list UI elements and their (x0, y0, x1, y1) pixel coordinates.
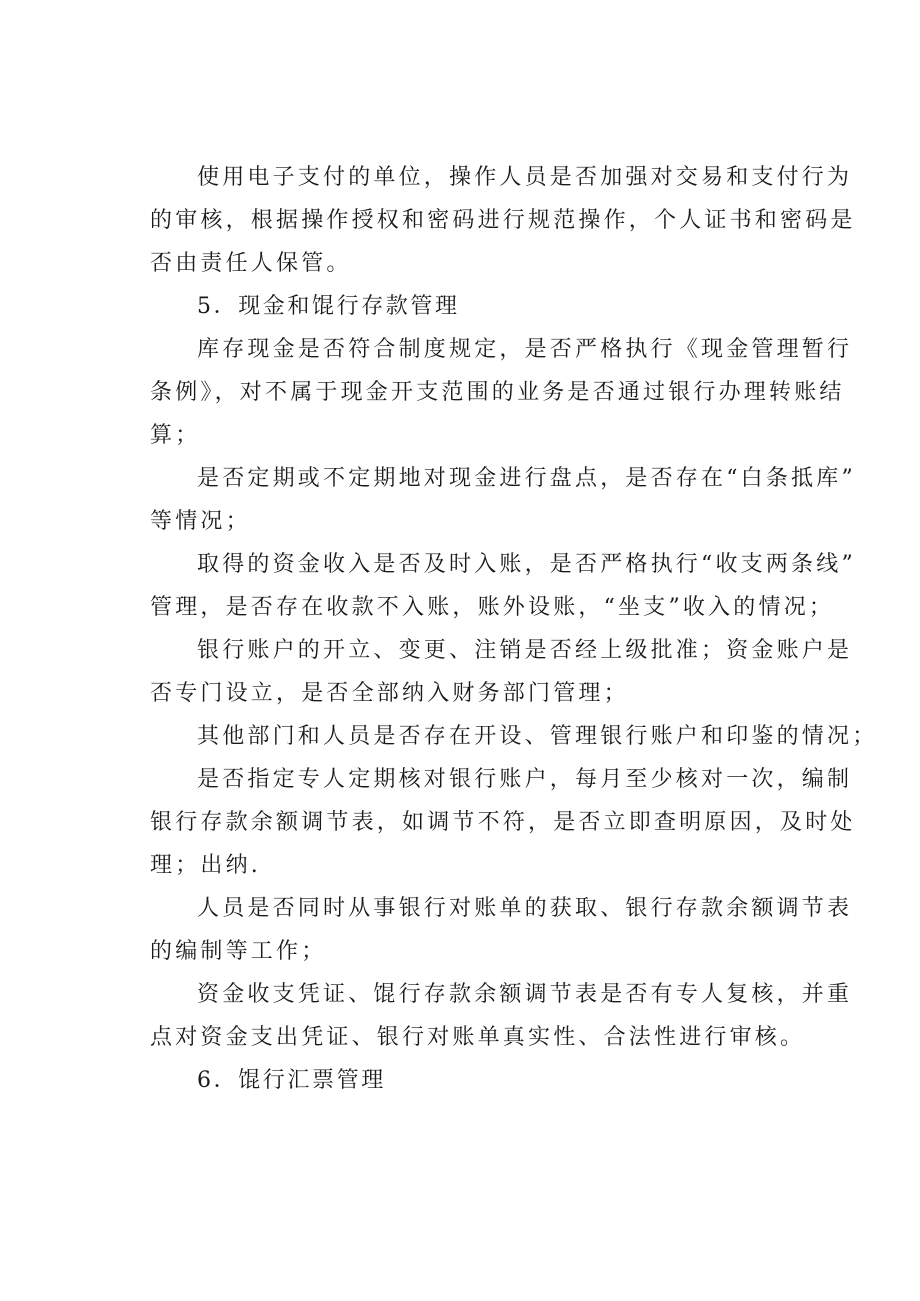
section-heading: 5．现金和馄行存款管理 (197, 294, 460, 319)
paragraph-line: 人员是否同时从事银行对账单的获取、银行存款余额调节表 (197, 896, 853, 921)
paragraph-line: 的编制等工作； (150, 939, 327, 964)
paragraph-line: 资金收支凭证、馄行存款余额调节表是否有专人复核，并重 (197, 982, 853, 1007)
paragraph-line: 其他部门和人员是否存在开设、管理银行账户和印鉴的情况； (197, 724, 878, 749)
paragraph-line: 点对资金支出凭证、银行对账单真实性、合法性进行审核。 (150, 1025, 806, 1050)
paragraph-line: 取得的资金收入是否及时入账，是否严格执行“收支两条线” (197, 552, 856, 577)
paragraph-line: 使用电子支付的单位，操作人员是否加强对交易和支付行为 (197, 165, 853, 190)
paragraph-line: 算； (150, 423, 201, 448)
paragraph-line: 等情况； (150, 509, 251, 534)
paragraph-line: 是否定期或不定期地对现金进行盘点，是否存在“白条抵库” (197, 466, 856, 491)
paragraph-line: 否由责任人保管。 (150, 251, 352, 276)
paragraph-line: 的审核，根据操作授权和密码进行规范操作，个人证书和密码是 (150, 208, 856, 233)
paragraph-line: 理；出纳. (150, 853, 261, 878)
paragraph-line: 银行账户的开立、变更、注销是否经上级批准；资金账户是 (197, 638, 853, 663)
paragraph-line: 银行存款余额调节表，如调节不符，是否立即查明原因，及时处 (150, 810, 856, 835)
paragraph-line: 是否指定专人定期核对银行账户，每月至少核对一次，编制 (197, 767, 853, 792)
paragraph-line: 否专门设立，是否全部纳入财务部门管理； (150, 681, 629, 706)
section-heading: 6．馄行汇票管理 (197, 1068, 386, 1093)
paragraph-line: 条例》，对不属于现金开支范围的业务是否通过银行办理转账结 (150, 380, 845, 405)
paragraph-line: 库存现金是否符合制度规定，是否严格执行《现金管理暂行 (197, 337, 853, 362)
paragraph-line: 管理，是否存在收款不入账，账外设账，“坐支”收入的情况； (150, 595, 835, 620)
